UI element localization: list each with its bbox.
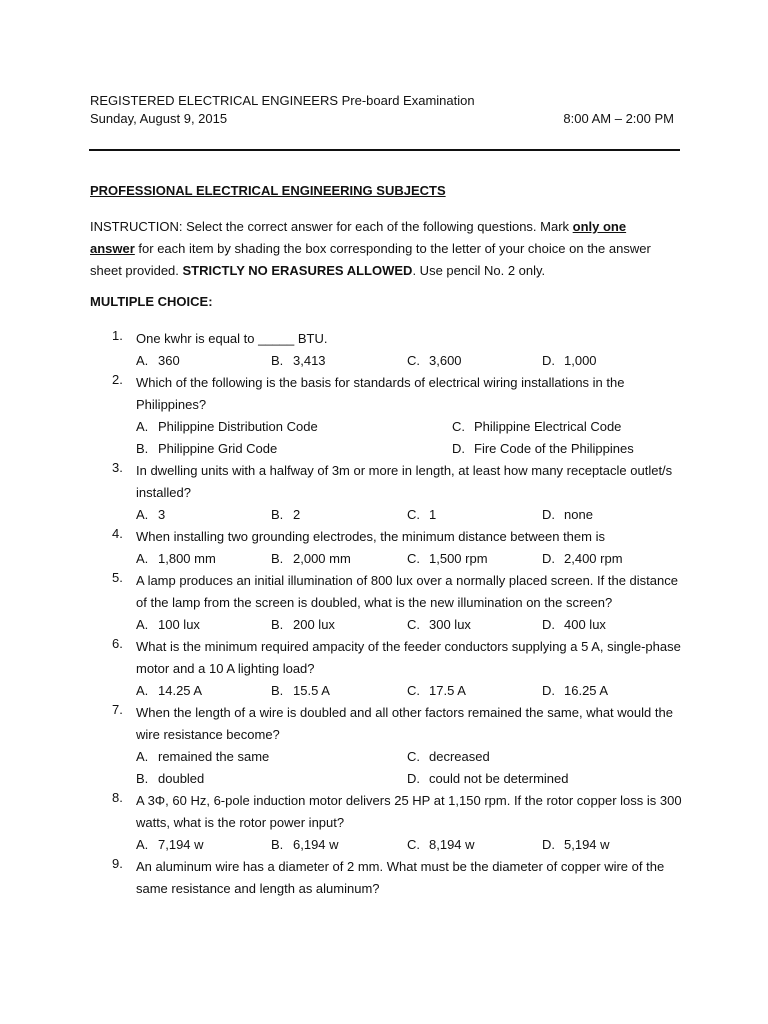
option-letter: C. xyxy=(407,551,420,566)
answer-option xyxy=(271,834,339,856)
answer-options xyxy=(0,834,768,856)
question-text: When installing two grounding electrodes, the minimum distance between them is xyxy=(136,529,605,544)
question-text: When the length of a wire is doubled and all other factors remained the same, what would the wire resistance become? xyxy=(136,705,673,742)
answer-option xyxy=(407,768,568,790)
option-text: 16.25 A xyxy=(564,683,609,698)
option-letter: C. xyxy=(452,419,465,434)
option-letter: B. xyxy=(271,683,284,698)
answer-option xyxy=(271,504,300,526)
answer-options xyxy=(0,614,768,636)
answer-option xyxy=(542,548,623,570)
question-item xyxy=(0,372,768,460)
option-text: 360 xyxy=(158,353,180,368)
question-number: 8. xyxy=(112,790,123,805)
answer-options xyxy=(0,680,768,702)
option-letter: A. xyxy=(136,419,149,434)
answer-option xyxy=(271,614,335,636)
instruction-emphasis-1: only one answer xyxy=(90,219,627,256)
option-text: Philippine Electrical Code xyxy=(474,419,622,434)
option-letter: A. xyxy=(136,837,149,852)
answer-option xyxy=(136,416,318,438)
option-letter: A. xyxy=(136,617,149,632)
instruction-text-1: Select the correct answer for each of the following questions. Mark xyxy=(182,219,573,234)
option-text: Philippine Distribution Code xyxy=(158,419,318,434)
option-letter: A. xyxy=(136,353,149,368)
answer-option xyxy=(407,350,462,372)
question-text: A 3Φ, 60 Hz, 6-pole induction motor delivers 25 HP at 1,150 rpm. If the rotor copper loss is 300 watts, what is the rotor power input? xyxy=(136,793,682,830)
answer-option xyxy=(542,350,597,372)
option-text: 200 lux xyxy=(293,617,335,632)
question-item xyxy=(0,856,768,900)
answer-option xyxy=(407,746,490,768)
option-letter: D. xyxy=(542,683,555,698)
option-letter: B. xyxy=(271,617,284,632)
exam-time: 8:00 AM – 2:00 PM xyxy=(563,111,674,126)
option-letter: D. xyxy=(542,551,555,566)
question-item xyxy=(0,460,768,526)
header-divider xyxy=(89,149,680,151)
option-letter: C. xyxy=(407,507,420,522)
option-text: 1,000 xyxy=(564,353,597,368)
exam-date: Sunday, August 9, 2015 xyxy=(90,111,228,126)
option-text: 2,000 mm xyxy=(293,551,351,566)
option-text: 2 xyxy=(293,507,301,522)
answer-option xyxy=(136,680,202,702)
question-item xyxy=(0,702,768,790)
option-letter: B. xyxy=(271,353,284,368)
option-letter: C. xyxy=(407,749,420,764)
answer-option xyxy=(271,680,330,702)
answer-option xyxy=(136,834,204,856)
answer-option xyxy=(136,614,200,636)
option-text: 5,194 w xyxy=(564,837,610,852)
answer-options xyxy=(0,438,768,460)
answer-option xyxy=(407,504,436,526)
answer-option xyxy=(136,504,165,526)
question-number: 1. xyxy=(112,328,123,343)
option-text: 14.25 A xyxy=(158,683,203,698)
option-letter: C. xyxy=(407,353,420,368)
exam-title: REGISTERED ELECTRICAL ENGINEERS Pre-board Examination xyxy=(90,93,475,108)
option-letter: A. xyxy=(136,749,149,764)
question-text: What is the minimum required ampacity of the feeder conductors supplying a 5 A, single-phase motor and a 10 A lighting load? xyxy=(136,639,681,676)
answer-option xyxy=(542,834,610,856)
question-item xyxy=(0,790,768,856)
option-text: 7,194 w xyxy=(158,837,204,852)
option-text: remained the same xyxy=(158,749,270,764)
instruction-label: INSTRUCTION: xyxy=(90,219,183,234)
answer-option xyxy=(136,768,204,790)
section-label: MULTIPLE CHOICE: xyxy=(90,294,213,309)
answer-option xyxy=(271,350,326,372)
question-number: 6. xyxy=(112,636,123,651)
option-text: 1 xyxy=(429,507,437,522)
option-letter: D. xyxy=(452,441,465,456)
answer-options xyxy=(0,416,768,438)
question-number: 7. xyxy=(112,702,123,717)
option-text: 17.5 A xyxy=(429,683,466,698)
answer-options xyxy=(0,350,768,372)
option-letter: D. xyxy=(542,837,555,852)
instruction-text-2: for each item by shading the box corresponding to the letter of your choice on the answer sheet provided. xyxy=(90,241,651,278)
option-text: doubled xyxy=(158,771,205,786)
option-letter: D. xyxy=(542,617,555,632)
question-text: One kwhr is equal to _____ BTU. xyxy=(136,331,328,346)
answer-option xyxy=(452,416,621,438)
option-letter: C. xyxy=(407,837,420,852)
question-text: An aluminum wire has a diameter of 2 mm. What must be the diameter of copper wire of the same resistance and length as aluminum? xyxy=(136,859,665,896)
option-letter: B. xyxy=(271,551,284,566)
question-list xyxy=(0,328,768,900)
instruction-paragraph xyxy=(90,216,670,282)
answer-option xyxy=(452,438,634,460)
option-text: could not be determined xyxy=(429,771,569,786)
answer-option xyxy=(136,350,180,372)
answer-option xyxy=(542,504,593,526)
option-letter: C. xyxy=(407,617,420,632)
option-letter: D. xyxy=(542,353,555,368)
option-letter: B. xyxy=(271,507,284,522)
option-letter: A. xyxy=(136,551,149,566)
option-text: 3,413 xyxy=(293,353,326,368)
answer-options xyxy=(0,548,768,570)
answer-option xyxy=(407,614,471,636)
question-number: 9. xyxy=(112,856,123,871)
answer-option xyxy=(271,548,351,570)
answer-option xyxy=(542,680,608,702)
answer-option xyxy=(136,746,269,768)
answer-option xyxy=(407,834,475,856)
option-letter: A. xyxy=(136,683,149,698)
option-letter: B. xyxy=(271,837,284,852)
question-text: Which of the following is the basis for standards of electrical wiring installations in the Philippines? xyxy=(136,375,625,412)
option-letter: B. xyxy=(136,441,149,456)
option-text: 8,194 w xyxy=(429,837,475,852)
question-number: 2. xyxy=(112,372,123,387)
option-text: 2,400 rpm xyxy=(564,551,623,566)
option-text: 3 xyxy=(158,507,166,522)
instruction-emphasis-2: STRICTLY NO ERASURES ALLOWED xyxy=(182,263,413,278)
option-text: decreased xyxy=(429,749,490,764)
option-text: 1,800 mm xyxy=(158,551,216,566)
option-letter: D. xyxy=(542,507,555,522)
option-text: 300 lux xyxy=(429,617,471,632)
question-text: A lamp produces an initial illumination of 800 lux over a normally placed screen. If the distance of the lamp from the screen is doubled, what is the new illumination on the screen? xyxy=(136,573,678,610)
option-letter: A. xyxy=(136,507,149,522)
option-letter: C. xyxy=(407,683,420,698)
question-item xyxy=(0,636,768,702)
question-item xyxy=(0,328,768,372)
answer-option xyxy=(136,548,216,570)
answer-option xyxy=(542,614,606,636)
answer-options xyxy=(0,746,768,768)
answer-options xyxy=(0,768,768,790)
option-text: none xyxy=(564,507,593,522)
answer-options xyxy=(0,504,768,526)
option-text: 3,600 xyxy=(429,353,462,368)
option-letter: D. xyxy=(407,771,420,786)
answer-option xyxy=(407,680,466,702)
option-letter: B. xyxy=(136,771,149,786)
question-item xyxy=(0,526,768,570)
option-text: Fire Code of the Philippines xyxy=(474,441,634,456)
subject-heading: PROFESSIONAL ELECTRICAL ENGINEERING SUBJECTS xyxy=(90,183,446,198)
answer-option xyxy=(407,548,488,570)
option-text: 400 lux xyxy=(564,617,606,632)
option-text: 100 lux xyxy=(158,617,200,632)
question-number: 4. xyxy=(112,526,123,541)
question-item xyxy=(0,570,768,636)
question-number: 3. xyxy=(112,460,123,475)
question-text: In dwelling units with a halfway of 3m or more in length, at least how many receptacle outlet/s installed? xyxy=(136,463,673,500)
answer-option xyxy=(136,438,277,460)
instruction-text-3: . Use pencil No. 2 only. xyxy=(412,263,546,278)
option-text: 15.5 A xyxy=(293,683,330,698)
option-text: Philippine Grid Code xyxy=(158,441,278,456)
option-text: 1,500 rpm xyxy=(429,551,488,566)
question-number: 5. xyxy=(112,570,123,585)
option-text: 6,194 w xyxy=(293,837,339,852)
